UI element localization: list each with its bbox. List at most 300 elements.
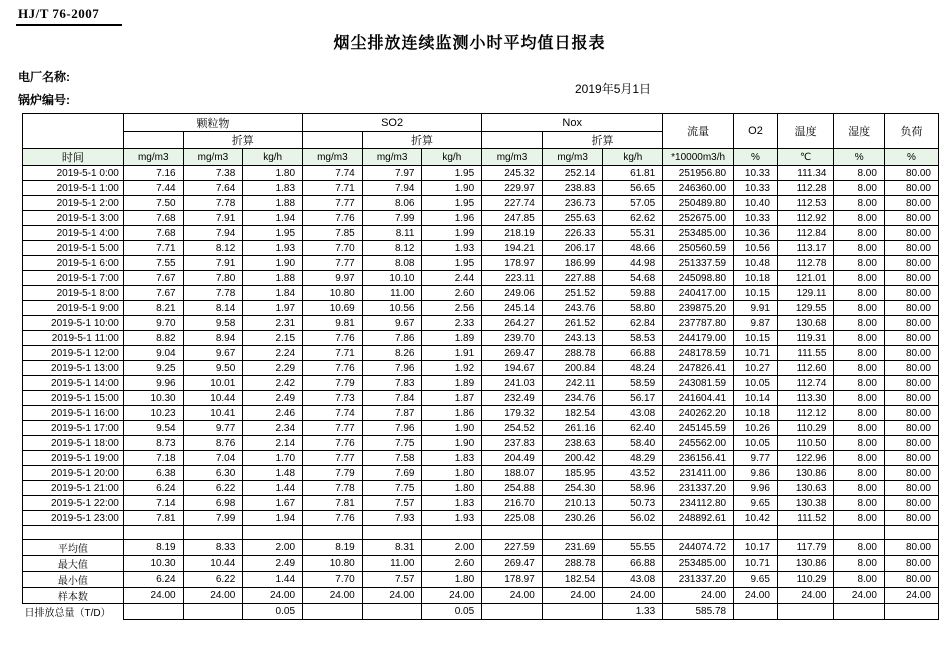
cell-load: 80.00	[884, 196, 938, 211]
cell-load: 80.00	[884, 451, 938, 466]
cell-value: 7.84	[362, 391, 422, 406]
cell-value: 9.25	[123, 361, 183, 376]
cell-value: 1.93	[422, 241, 482, 256]
cell-value: 261.52	[542, 316, 603, 331]
cell-flow: 246360.00	[663, 181, 734, 196]
cell-temp: 130.86	[777, 466, 833, 481]
cell-flow: 245098.80	[663, 271, 734, 286]
cell-flow: 244074.72	[663, 540, 734, 556]
cell-value: 269.47	[482, 556, 543, 572]
cell-value: 7.94	[183, 226, 243, 241]
cell-temp: 130.68	[777, 316, 833, 331]
summary-row	[23, 572, 939, 588]
cell-flow: 236156.41	[663, 451, 734, 466]
meta-block	[18, 68, 70, 114]
cell-value: 7.77	[303, 256, 363, 271]
cell-value: 43.52	[603, 466, 663, 481]
cell-humidity: 8.00	[834, 226, 885, 241]
table-row	[23, 316, 939, 331]
cell-value: 2.49	[243, 391, 303, 406]
cell-humidity: 8.00	[834, 436, 885, 451]
table-row	[23, 376, 939, 391]
cell-humidity: 8.00	[834, 301, 885, 316]
cell-flow: 240262.20	[663, 406, 734, 421]
table-row	[23, 256, 939, 271]
cell-temp: 110.29	[777, 572, 833, 588]
cell-value: 1.80	[422, 572, 482, 588]
spacer-cell	[663, 526, 734, 540]
cell-flow: 250560.59	[663, 241, 734, 256]
cell-value: 2.24	[243, 346, 303, 361]
cell-value: 24.00	[603, 588, 663, 604]
cell-value: 2.34	[243, 421, 303, 436]
cell-value: 1.99	[422, 226, 482, 241]
cell-value: 7.50	[123, 196, 183, 211]
cell-temp: 112.12	[777, 406, 833, 421]
sub-pm-converted: 折算	[183, 132, 302, 149]
cell-value: 238.63	[542, 436, 603, 451]
spacer-cell	[123, 526, 183, 540]
cell-load: 80.00	[884, 346, 938, 361]
cell-value: 58.40	[603, 436, 663, 451]
unit-humidity: %	[834, 149, 885, 166]
cell-value: 226.33	[542, 226, 603, 241]
cell-value: 1.91	[422, 346, 482, 361]
cell-value: 7.74	[303, 406, 363, 421]
cell-load: 80.00	[884, 421, 938, 436]
table-row	[23, 271, 939, 286]
cell-value: 10.80	[303, 556, 363, 572]
cell-value: 66.88	[603, 346, 663, 361]
cell-flow: 239875.20	[663, 301, 734, 316]
cell-temp: 24.00	[777, 588, 833, 604]
cell-load: 80.00	[884, 496, 938, 511]
cell-temp: 113.30	[777, 391, 833, 406]
table-row	[23, 331, 939, 346]
cell-value: 7.87	[362, 406, 422, 421]
cell-value: 194.67	[482, 361, 543, 376]
cell-value: 7.71	[303, 346, 363, 361]
cell-value: 7.38	[183, 166, 243, 181]
cell-value: 9.58	[183, 316, 243, 331]
cell-value: 194.21	[482, 241, 543, 256]
cell-temp: 111.34	[777, 166, 833, 181]
cell-flow: 247826.41	[663, 361, 734, 376]
cell-value: 252.14	[542, 166, 603, 181]
col-temp: 温度	[777, 114, 833, 149]
cell-flow: 240417.00	[663, 286, 734, 301]
cell-humidity: 8.00	[834, 271, 885, 286]
cell-value: 7.55	[123, 256, 183, 271]
cell-value: 7.97	[362, 166, 422, 181]
cell-humidity: 24.00	[834, 588, 885, 604]
cell-load: 80.00	[884, 406, 938, 421]
cell-value: 10.23	[123, 406, 183, 421]
row-time: 2019-5-1 7:00	[23, 271, 124, 286]
cell-value: 2.60	[422, 286, 482, 301]
cell-value: 61.81	[603, 166, 663, 181]
cell-value: 1.67	[243, 496, 303, 511]
cell-o2: 10.56	[734, 241, 778, 256]
cell-load: 80.00	[884, 481, 938, 496]
cell-value: 254.30	[542, 481, 603, 496]
cell-value: 8.94	[183, 331, 243, 346]
row-time: 2019-5-1 13:00	[23, 361, 124, 376]
cell-flow: 248892.61	[663, 511, 734, 526]
cell-value: 2.42	[243, 376, 303, 391]
table-row	[23, 451, 939, 466]
cell-o2: 10.15	[734, 286, 778, 301]
cell-o2: 9.65	[734, 572, 778, 588]
cell-value: 7.76	[303, 361, 363, 376]
cell-o2: 10.71	[734, 556, 778, 572]
sub-nox-converted: 折算	[542, 132, 662, 149]
cell-o2: 9.96	[734, 481, 778, 496]
emission-nox: 1.33	[603, 604, 663, 620]
cell-humidity: 8.00	[834, 376, 885, 391]
cell-o2: 10.33	[734, 166, 778, 181]
cell-o2: 10.26	[734, 421, 778, 436]
emission-total-label: 日排放总量（T/D）	[24, 608, 111, 619]
cell-value: 9.96	[123, 376, 183, 391]
summary-row	[23, 540, 939, 556]
cell-value: 66.88	[603, 556, 663, 572]
cell-flow: 245562.00	[663, 436, 734, 451]
cell-temp: 110.29	[777, 421, 833, 436]
cell-o2: 10.33	[734, 181, 778, 196]
cell-value: 7.57	[362, 496, 422, 511]
unit-load: %	[884, 149, 938, 166]
cell-value: 1.90	[422, 421, 482, 436]
cell-value: 178.97	[482, 572, 543, 588]
cell-value: 1.90	[422, 436, 482, 451]
cell-value: 210.13	[542, 496, 603, 511]
spacer-cell	[422, 526, 482, 540]
cell-value: 7.70	[303, 241, 363, 256]
cell-value: 9.50	[183, 361, 243, 376]
emission-blank	[884, 604, 938, 620]
cell-o2: 10.33	[734, 211, 778, 226]
cell-load: 80.00	[884, 271, 938, 286]
cell-value: 8.19	[123, 540, 183, 556]
table-row	[23, 391, 939, 406]
cell-humidity: 8.00	[834, 286, 885, 301]
unit-nox-3: kg/h	[603, 149, 663, 166]
table-row	[23, 421, 939, 436]
cell-value: 251.52	[542, 286, 603, 301]
cell-value: 7.75	[362, 436, 422, 451]
cell-value: 8.12	[362, 241, 422, 256]
cell-value: 10.44	[183, 391, 243, 406]
table-row	[23, 241, 939, 256]
cell-value: 227.88	[542, 271, 603, 286]
cell-value: 7.91	[183, 211, 243, 226]
cell-value: 9.67	[362, 316, 422, 331]
cell-value: 7.81	[303, 496, 363, 511]
cell-value: 2.00	[243, 540, 303, 556]
cell-value: 8.12	[183, 241, 243, 256]
cell-value: 229.97	[482, 181, 543, 196]
unit-pm-1: mg/m3	[123, 149, 183, 166]
cell-o2: 10.05	[734, 436, 778, 451]
cell-value: 7.94	[362, 181, 422, 196]
cell-o2: 10.40	[734, 196, 778, 211]
cell-value: 1.88	[243, 196, 303, 211]
cell-o2: 9.86	[734, 466, 778, 481]
cell-value: 10.30	[123, 556, 183, 572]
cell-value: 2.49	[243, 556, 303, 572]
cell-value: 1.94	[243, 511, 303, 526]
cell-value: 9.97	[303, 271, 363, 286]
cell-value: 7.99	[362, 211, 422, 226]
row-time: 2019-5-1 21:00	[23, 481, 124, 496]
cell-o2: 10.27	[734, 361, 778, 376]
spacer-row	[23, 526, 939, 540]
cell-value: 1.83	[243, 181, 303, 196]
unit-so2-1: mg/m3	[303, 149, 363, 166]
cell-humidity: 8.00	[834, 556, 885, 572]
cell-value: 24.00	[183, 588, 243, 604]
table-row	[23, 511, 939, 526]
cell-temp: 119.31	[777, 331, 833, 346]
table-row	[23, 301, 939, 316]
cell-load: 80.00	[884, 391, 938, 406]
cell-value: 8.08	[362, 256, 422, 271]
time-col-spacer	[23, 114, 124, 149]
cell-value: 48.29	[603, 451, 663, 466]
cell-value: 7.78	[303, 481, 363, 496]
header-row-group	[23, 114, 939, 132]
cell-value: 10.30	[123, 391, 183, 406]
cell-o2: 9.65	[734, 496, 778, 511]
cell-o2: 9.91	[734, 301, 778, 316]
sub-so2-converted: 折算	[362, 132, 481, 149]
table-row	[23, 166, 939, 181]
cell-value: 254.88	[482, 481, 543, 496]
summary-label: 样本数	[23, 588, 124, 604]
row-time: 2019-5-1 12:00	[23, 346, 124, 361]
cell-value: 7.78	[183, 196, 243, 211]
cell-value: 8.82	[123, 331, 183, 346]
cell-value: 231.69	[542, 540, 603, 556]
cell-value: 2.60	[422, 556, 482, 572]
cell-value: 55.31	[603, 226, 663, 241]
cell-value: 9.04	[123, 346, 183, 361]
cell-humidity: 8.00	[834, 421, 885, 436]
cell-value: 6.30	[183, 466, 243, 481]
cell-value: 7.76	[303, 511, 363, 526]
row-time: 2019-5-1 20:00	[23, 466, 124, 481]
cell-value: 6.24	[123, 572, 183, 588]
cell-value: 1.44	[243, 481, 303, 496]
cell-value: 24.00	[362, 588, 422, 604]
cell-value: 7.77	[303, 421, 363, 436]
cell-value: 24.00	[243, 588, 303, 604]
cell-value: 242.11	[542, 376, 603, 391]
cell-flow: 250489.80	[663, 196, 734, 211]
cell-value: 200.42	[542, 451, 603, 466]
col-flow: 流量	[663, 114, 734, 149]
emission-blank	[123, 604, 183, 620]
cell-temp: 111.55	[777, 346, 833, 361]
spacer-cell	[834, 526, 885, 540]
cell-load: 80.00	[884, 241, 938, 256]
cell-value: 24.00	[123, 588, 183, 604]
row-time: 2019-5-1 11:00	[23, 331, 124, 346]
cell-value: 1.44	[243, 572, 303, 588]
cell-value: 7.71	[303, 181, 363, 196]
row-time: 2019-5-1 17:00	[23, 421, 124, 436]
cell-value: 245.32	[482, 166, 543, 181]
cell-temp: 111.52	[777, 511, 833, 526]
emission-flow: 585.78	[663, 604, 734, 620]
cell-humidity: 8.00	[834, 346, 885, 361]
cell-flow: 244179.00	[663, 331, 734, 346]
cell-flow: 245145.59	[663, 421, 734, 436]
cell-load: 80.00	[884, 436, 938, 451]
cell-value: 7.64	[183, 181, 243, 196]
cell-value: 54.68	[603, 271, 663, 286]
cell-value: 7.76	[303, 436, 363, 451]
cell-value: 204.49	[482, 451, 543, 466]
cell-flow: 251337.59	[663, 256, 734, 271]
cell-value: 255.63	[542, 211, 603, 226]
cell-value: 225.08	[482, 511, 543, 526]
cell-load: 80.00	[884, 572, 938, 588]
summary-label: 最小值	[23, 572, 124, 588]
cell-load: 80.00	[884, 540, 938, 556]
cell-value: 7.67	[123, 271, 183, 286]
cell-value: 7.69	[362, 466, 422, 481]
cell-value: 43.08	[603, 406, 663, 421]
cell-flow: 253485.00	[663, 556, 734, 572]
cell-value: 288.78	[542, 346, 603, 361]
cell-flow: 253485.00	[663, 226, 734, 241]
cell-o2: 10.42	[734, 511, 778, 526]
cell-value: 1.86	[422, 406, 482, 421]
unit-pm-2: mg/m3	[183, 149, 243, 166]
cell-value: 1.48	[243, 466, 303, 481]
cell-value: 234.76	[542, 391, 603, 406]
row-time: 2019-5-1 5:00	[23, 241, 124, 256]
cell-humidity: 8.00	[834, 481, 885, 496]
cell-value: 2.44	[422, 271, 482, 286]
cell-value: 288.78	[542, 556, 603, 572]
cell-flow: 237787.80	[663, 316, 734, 331]
cell-value: 9.77	[183, 421, 243, 436]
sub-nox-blank	[482, 132, 543, 149]
spacer-cell	[542, 526, 603, 540]
row-time: 2019-5-1 1:00	[23, 181, 124, 196]
cell-value: 1.93	[243, 241, 303, 256]
cell-value: 7.79	[303, 466, 363, 481]
cell-temp: 122.96	[777, 451, 833, 466]
header-row-units	[23, 149, 939, 166]
cell-value: 24.00	[542, 588, 603, 604]
cell-value: 7.76	[303, 211, 363, 226]
row-time: 2019-5-1 18:00	[23, 436, 124, 451]
cell-value: 56.02	[603, 511, 663, 526]
cell-value: 1.83	[422, 451, 482, 466]
cell-value: 239.70	[482, 331, 543, 346]
cell-value: 50.73	[603, 496, 663, 511]
cell-value: 7.68	[123, 211, 183, 226]
spacer-cell	[23, 526, 124, 540]
cell-value: 58.59	[603, 376, 663, 391]
cell-value: 249.06	[482, 286, 543, 301]
boiler-number-label: 锅炉编号:	[18, 93, 70, 107]
cell-load: 80.00	[884, 166, 938, 181]
cell-value: 188.07	[482, 466, 543, 481]
cell-value: 2.56	[422, 301, 482, 316]
cell-value: 7.85	[303, 226, 363, 241]
cell-value: 206.17	[542, 241, 603, 256]
cell-value: 8.21	[123, 301, 183, 316]
cell-humidity: 8.00	[834, 496, 885, 511]
cell-o2: 10.36	[734, 226, 778, 241]
cell-value: 238.83	[542, 181, 603, 196]
group-so2: SO2	[303, 114, 482, 132]
unit-o2: %	[734, 149, 778, 166]
cell-temp: 121.01	[777, 271, 833, 286]
cell-value: 200.84	[542, 361, 603, 376]
cell-o2: 10.71	[734, 346, 778, 361]
cell-load: 80.00	[884, 301, 938, 316]
cell-humidity: 8.00	[834, 406, 885, 421]
row-time: 2019-5-1 4:00	[23, 226, 124, 241]
cell-value: 243.76	[542, 301, 603, 316]
cell-value: 8.33	[183, 540, 243, 556]
cell-value: 58.96	[603, 481, 663, 496]
cell-o2: 9.77	[734, 451, 778, 466]
summary-label: 最大值	[23, 556, 124, 572]
cell-value: 10.69	[303, 301, 363, 316]
cell-value: 8.76	[183, 436, 243, 451]
cell-value: 24.00	[482, 588, 543, 604]
plant-name-label: 电厂名称:	[18, 70, 70, 84]
summary-row	[23, 556, 939, 572]
cell-value: 7.81	[123, 511, 183, 526]
cell-load: 80.00	[884, 511, 938, 526]
cell-flow: 243081.59	[663, 376, 734, 391]
cell-temp: 112.92	[777, 211, 833, 226]
cell-value: 2.14	[243, 436, 303, 451]
unit-nox-2: mg/m3	[542, 149, 603, 166]
cell-flow: 24.00	[663, 588, 734, 604]
row-time: 2019-5-1 22:00	[23, 496, 124, 511]
cell-value: 2.31	[243, 316, 303, 331]
cell-load: 80.00	[884, 226, 938, 241]
cell-value: 59.88	[603, 286, 663, 301]
cell-flow: 252675.00	[663, 211, 734, 226]
row-time: 2019-5-1 10:00	[23, 316, 124, 331]
cell-value: 227.59	[482, 540, 543, 556]
cell-load: 80.00	[884, 256, 938, 271]
cell-value: 10.10	[362, 271, 422, 286]
cell-humidity: 8.00	[834, 572, 885, 588]
cell-value: 6.38	[123, 466, 183, 481]
cell-load: 80.00	[884, 556, 938, 572]
cell-value: 7.80	[183, 271, 243, 286]
cell-value: 24.00	[422, 588, 482, 604]
cell-load: 80.00	[884, 316, 938, 331]
cell-flow: 248178.59	[663, 346, 734, 361]
cell-humidity: 8.00	[834, 466, 885, 481]
col-o2: O2	[734, 114, 778, 149]
cell-value: 7.86	[362, 331, 422, 346]
cell-value: 269.47	[482, 346, 543, 361]
spacer-cell	[303, 526, 363, 540]
